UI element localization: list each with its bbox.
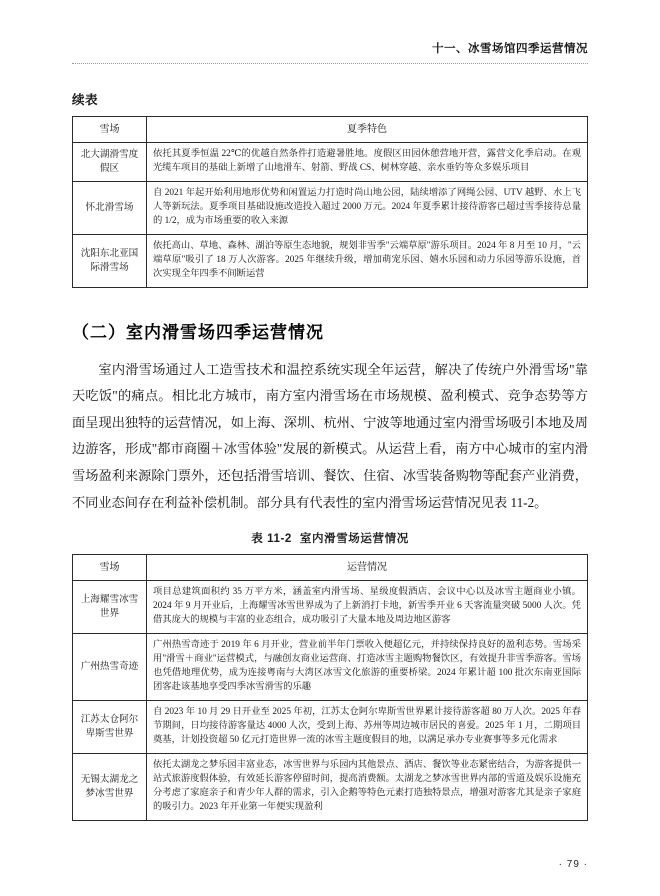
- column-header-venue: 雪场: [73, 555, 147, 581]
- column-header-summer-features: 夏季特色: [147, 117, 588, 143]
- table-row: [73, 234, 588, 287]
- continued-table: [72, 116, 588, 288]
- table-caption-number: 表 11-2: [251, 533, 292, 546]
- table-caption: [72, 530, 588, 546]
- venue-name: 广州热雪奇迹: [73, 634, 147, 701]
- table-header-row: [73, 117, 588, 143]
- continued-table-label: 续表: [72, 93, 99, 107]
- venue-name: 北大湖滑雪度假区: [73, 143, 147, 182]
- venue-description: 自 2023 年 10 月 29 日开业至 2025 年初，江苏太仓阿尔卑斯雪世界累计接待游客超 80 万人次。2025 年春节期间，日均接待游客量达 4000 人次，受到上海、苏州等周边城市居民的喜爱。2025 年 1 月，二期项目奠基，计划投资超 50 亿元打造世界一流的冰雪主题度假目的地，以满足承办专业赛事等多元化需求: [147, 701, 588, 754]
- venue-name: 沈阳东北亚国际滑雪场: [73, 234, 147, 287]
- table-row: [73, 701, 588, 754]
- table-row: [73, 581, 588, 634]
- venue-description: 依托其夏季恒温 22℃的优越自然条件打造避暑胜地。度假区田园休憩营地开营，露营文化季启动。在观光缆车项目的基础上新增了山地滑车、射箭、野战 CS、树林穿越、亲水垂钓等众多娱乐项目: [147, 143, 588, 182]
- venue-name: 上海耀雪冰雪世界: [73, 581, 147, 634]
- table-row: [73, 143, 588, 182]
- column-header-operations: 运营情况: [147, 555, 588, 581]
- table-caption-text: 室内滑雪场运营情况: [299, 533, 409, 546]
- venue-description: 依托太湖龙之梦乐园丰富业态，冰雪世界与乐园内其他景点、酒店、餐饮等业态紧密结合，为游客提供一站式旅游度假体验，有效延长游客停留时间，提高消费额。太湖龙之梦冰雪世界内部的雪道及娱乐设施充分考虑了家庭亲子和青少年人群的需求，引入企鹅等特色元素打造独特景点，增强对游客尤其是亲子家庭的吸引力。2023 年开业第一年便实现盈利: [147, 753, 588, 820]
- body-paragraph: 室内滑雪场通过人工造雪技术和温控系统实现全年运营，解决了传统户外滑雪场"靠天吃饭"的痛点。相比北方城市，南方室内滑雪场在市场规模、盈利模式、竞争态势等方面呈现出独特的运营情况，如上海、深圳、杭州、宁波等地通过室内滑雪场吸引本地及周边游客，形成"都市商圈＋冰雪体验"发展的新模式。从运营上看，南方中心城市的室内滑雪场盈利来源除门票外，还包括滑雪培训、餐饮、住宿、冰雪装备购物等配套产业消费，不同业态间存在利益补偿机制。部分具有代表性的室内滑雪场运营情况见表 11-2。: [72, 361, 588, 510]
- venue-description: 自 2021 年起开始利用地形优势和闲置运力打造时尚山地公园，陆续增添了网绳公园、UTV 越野、水上飞人等新玩法。夏季项目基础设施改造投入超过 2000 万元。2024 年夏季累计接待游客已超过雪季接待总量的 1/2，成为市场重要的收入来源: [147, 181, 588, 234]
- venue-description: 广州热雪奇迹于 2019 年 6 月开业，营业前半年门票收入便超亿元，并持续保持良好的盈利态势。雪场采用"滑雪＋商业"运营模式，与融创友商业运营商、打造冰雪主题购物餐饮区，有效提升非雪季游客。雪场也凭借地理优势，成为连接粤南与大湾区冰雪文化旅游的重要桥梁。2024 年累计超 100 批次东南亚国际团客赴该基地享受四季冰雪滑雪的乐趣: [147, 634, 588, 701]
- header-divider: [72, 63, 588, 64]
- running-head-title: 十一、冰雪场馆四季运营情况: [432, 43, 588, 55]
- venue-name: 无锡太湖龙之梦冰雪世界: [73, 753, 147, 820]
- venue-description: 依托高山、草地、森林、湖泊等原生态地貌，规划非雪季"云端草原"游乐项目。2024 年 8 月至 10 月，"云端草原"吸引了 18 万人次游客。2025 年继续升级，增加萌宠乐园、嬉水乐园和动力乐园等游乐设施，首次实现全年四季不间断运营: [147, 234, 588, 287]
- section-heading: （二）室内滑雪场四季运营情况: [72, 322, 324, 342]
- column-header-venue: 雪场: [73, 117, 147, 143]
- page-number: · 79 ·: [558, 859, 588, 870]
- venue-description: 项目总建筑面积约 35 万平方米，涵盖室内滑雪场、星级度假酒店、会议中心以及冰雪主题商业小镇。2024 年 9 月开业后，上海耀雪冰雪世界成为了上新消打卡地，新雪季开业 6 天客流量突破 5000 人次。凭借其庞大的规模与丰富的业态组合，成功吸引了大量本地及周边地区游客: [147, 581, 588, 634]
- venue-name: 江苏太仓阿尔卑斯雪世界: [73, 701, 147, 754]
- table-row: [73, 181, 588, 234]
- table-row: [73, 634, 588, 701]
- venue-name: 怀北滑雪场: [73, 181, 147, 234]
- indoor-venues-table: [72, 554, 588, 820]
- running-head: [72, 0, 588, 56]
- table-row: [73, 753, 588, 820]
- table-header-row: [73, 555, 588, 581]
